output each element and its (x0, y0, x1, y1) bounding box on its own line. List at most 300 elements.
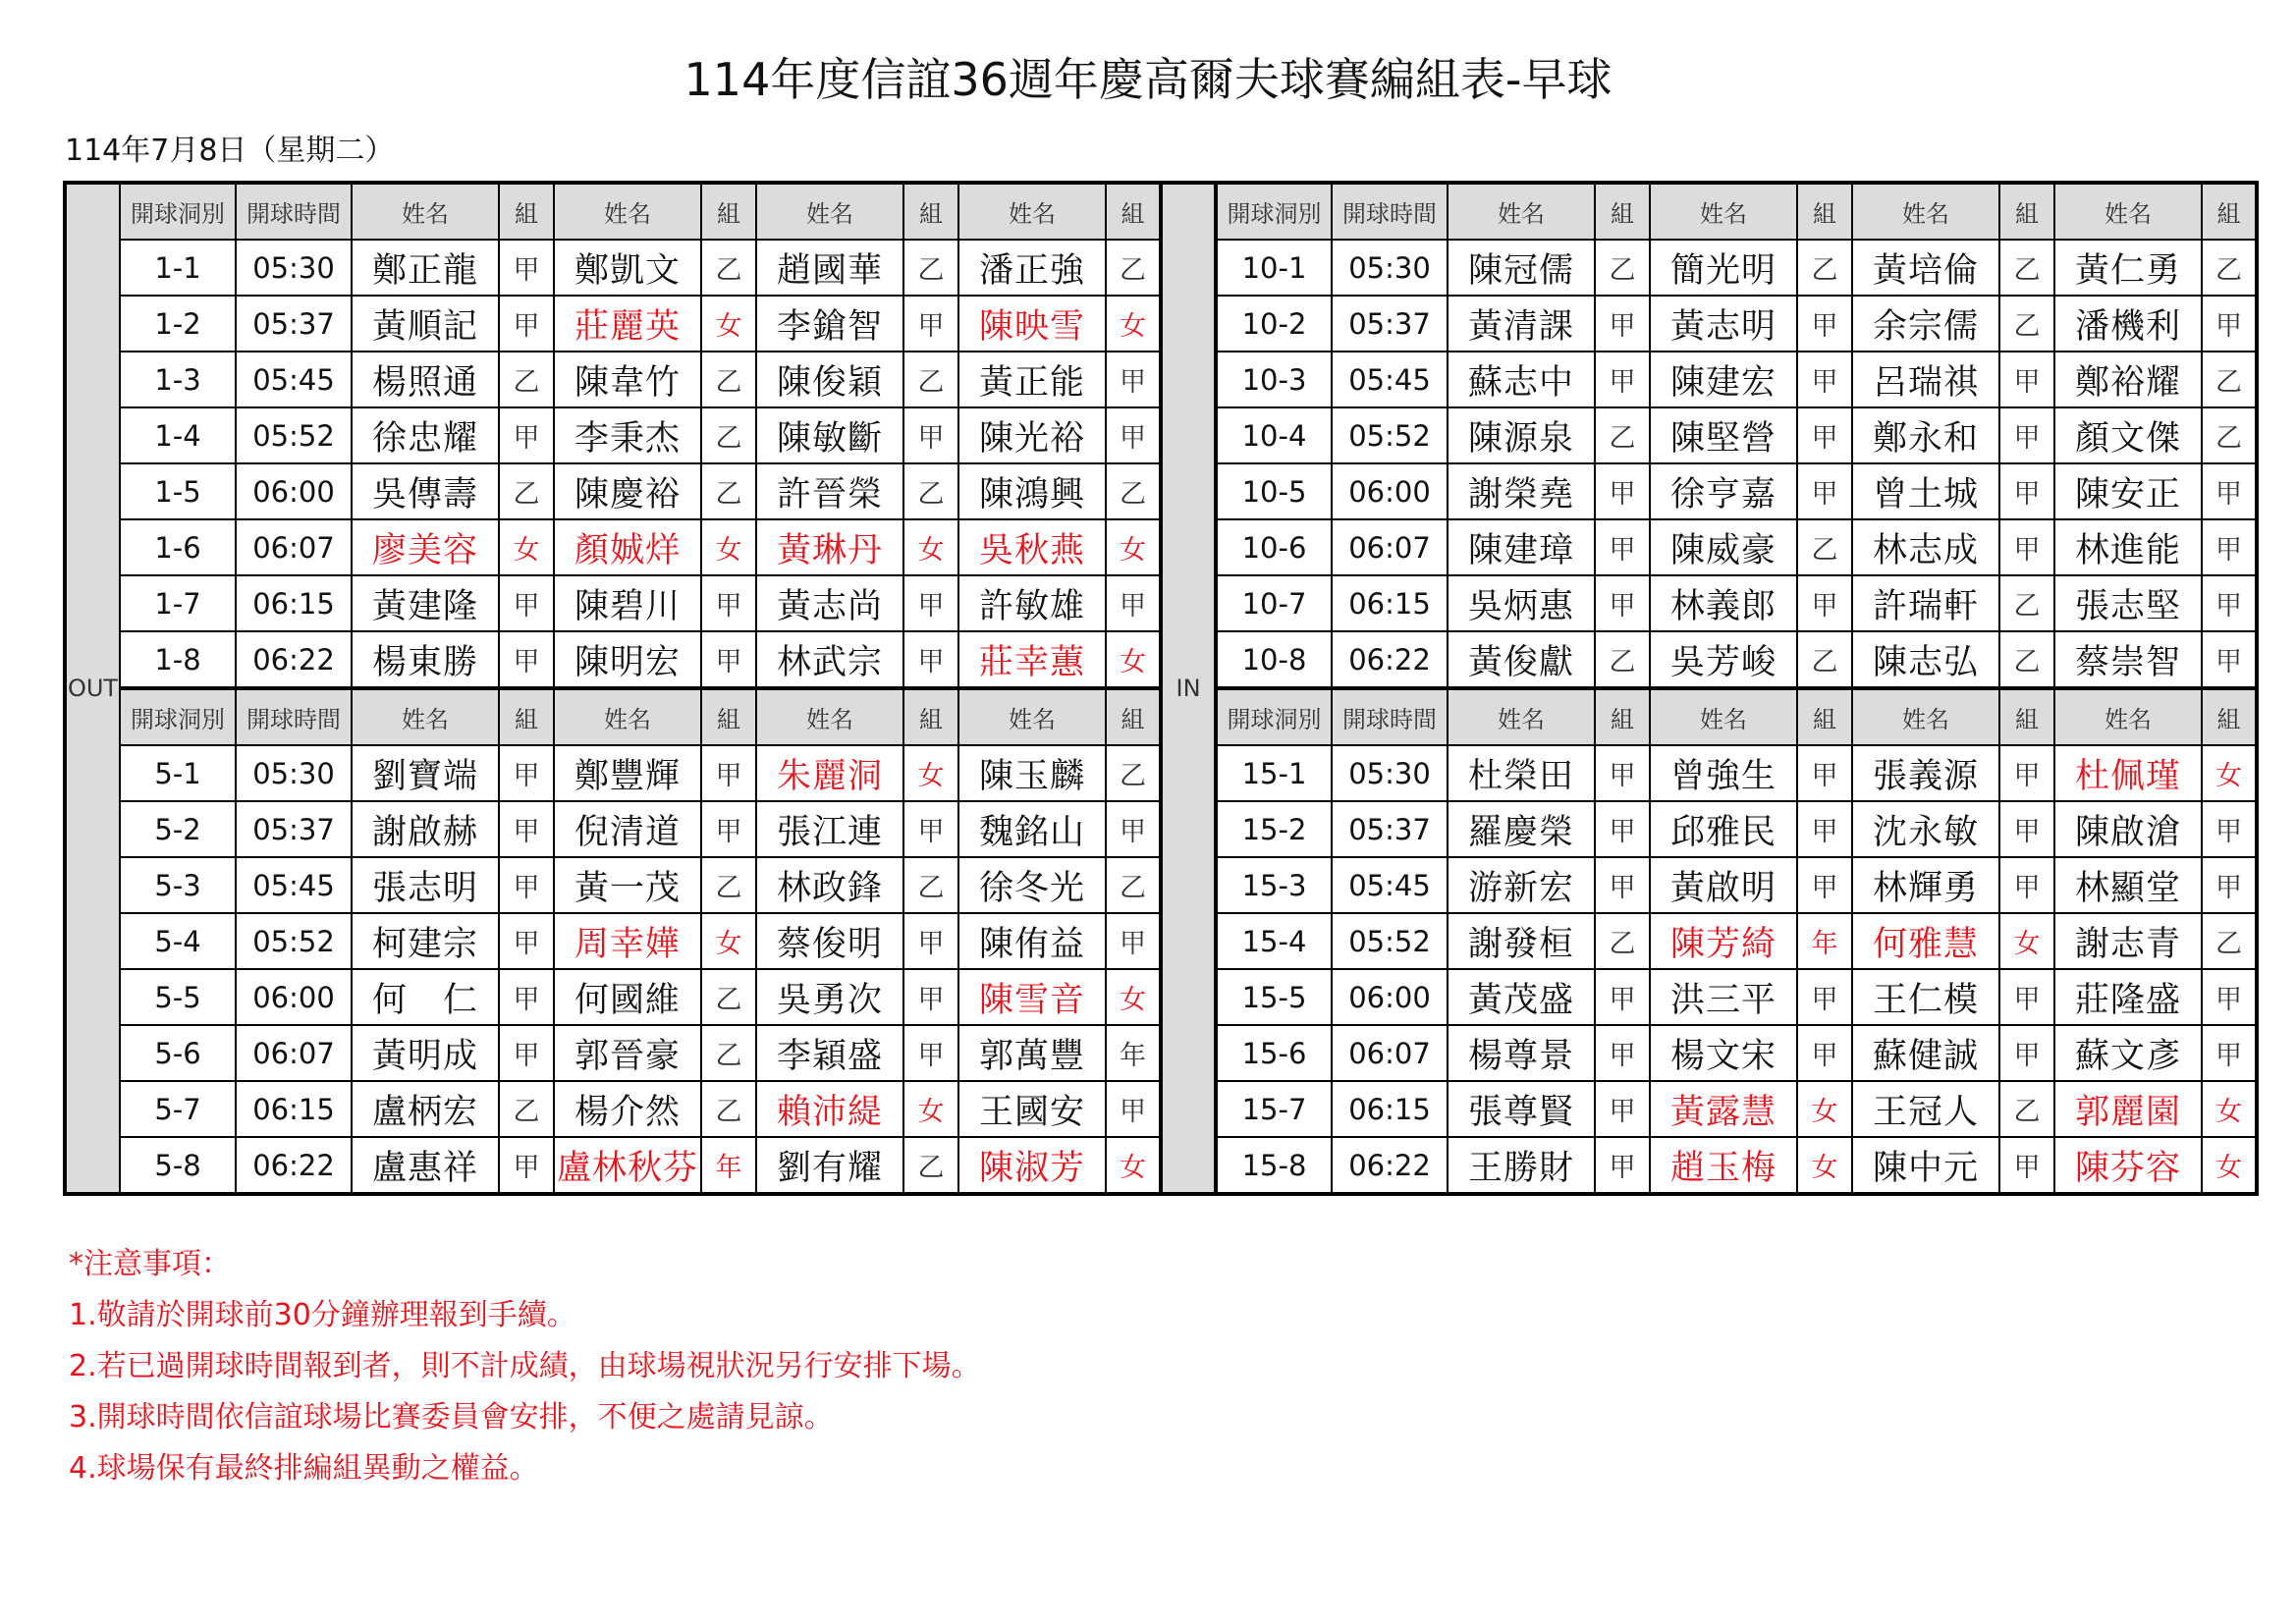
note-item: 1.敬請於開球前30分鐘辦理報到手續。 (69, 1298, 576, 1332)
player-group: 乙 (1106, 857, 1161, 913)
hole-cell: 10-4 (1216, 407, 1332, 463)
player-name: 鄭豐輝 (554, 745, 701, 801)
player-name: 王冠人 (1852, 1081, 1999, 1137)
player-group: 年 (1106, 1025, 1161, 1081)
player-group: 甲 (1595, 1137, 1650, 1194)
player-name: 莊隆盛 (2054, 969, 2202, 1025)
player-name: 蔡崇智 (2054, 631, 2202, 688)
player-name: 黃志尚 (756, 575, 903, 631)
player-name: 陳中元 (1852, 1137, 1999, 1194)
tee-time-cell: 06:00 (1332, 969, 1448, 1025)
header-hole: 開球洞別 (120, 688, 236, 745)
hole-cell: 1-4 (120, 407, 236, 463)
player-group: 乙 (499, 352, 554, 407)
player-group: 甲 (701, 745, 756, 801)
player-name: 陳玉麟 (958, 745, 1106, 801)
player-group: 女 (1797, 1081, 1852, 1137)
player-group: 乙 (2202, 240, 2257, 296)
hole-cell: 10-6 (1216, 519, 1332, 575)
header-name: 姓名 (958, 183, 1106, 240)
player-name: 何雅慧 (1852, 913, 1999, 969)
player-group: 女 (1797, 1137, 1852, 1194)
player-group: 甲 (1999, 801, 2054, 857)
player-group: 乙 (1595, 631, 1650, 688)
player-name: 杜佩瑾 (2054, 745, 2202, 801)
player-name: 黃建隆 (352, 575, 499, 631)
player-name: 廖美容 (352, 519, 499, 575)
hole-cell: 5-5 (120, 969, 236, 1025)
player-name: 楊文宋 (1650, 1025, 1797, 1081)
hole-cell: 10-3 (1216, 352, 1332, 407)
player-name: 林政鋒 (756, 857, 903, 913)
player-group: 甲 (499, 631, 554, 688)
notes-section (69, 1239, 981, 1494)
player-group: 甲 (701, 575, 756, 631)
header-name: 姓名 (1448, 183, 1595, 240)
note-item: 3.開球時間依信誼球場比賽委員會安排，不便之處請見諒。 (69, 1400, 834, 1435)
player-name: 黃明成 (352, 1025, 499, 1081)
tee-time-cell: 06:00 (1332, 463, 1448, 519)
player-group: 甲 (1999, 969, 2054, 1025)
player-name: 蘇健誠 (1852, 1025, 1999, 1081)
hole-cell: 15-5 (1216, 969, 1332, 1025)
player-group: 甲 (1595, 352, 1650, 407)
player-name: 顏文傑 (2054, 407, 2202, 463)
player-group: 甲 (1999, 463, 2054, 519)
in-label: IN (1161, 183, 1216, 1194)
header-group: 組 (1797, 688, 1852, 745)
player-group: 女 (1106, 969, 1161, 1025)
player-name: 吳勇次 (756, 969, 903, 1025)
player-name: 王勝財 (1448, 1137, 1595, 1194)
player-group: 女 (2202, 1081, 2257, 1137)
player-name: 陳慶裕 (554, 463, 701, 519)
tee-time-cell: 05:45 (1332, 857, 1448, 913)
player-group: 甲 (1595, 857, 1650, 913)
header-group: 組 (903, 183, 958, 240)
hole-cell: 15-6 (1216, 1025, 1332, 1081)
header-name: 姓名 (756, 183, 903, 240)
player-name: 黃琳丹 (756, 519, 903, 575)
player-name: 李穎盛 (756, 1025, 903, 1081)
player-name: 黃培倫 (1852, 240, 1999, 296)
player-name: 蔡俊明 (756, 913, 903, 969)
player-group: 甲 (2202, 463, 2257, 519)
player-group: 甲 (1797, 296, 1852, 352)
player-group: 女 (701, 296, 756, 352)
tee-time-cell: 05:45 (1332, 352, 1448, 407)
player-name: 張志明 (352, 857, 499, 913)
player-name: 陳俊穎 (756, 352, 903, 407)
player-name: 許瑞軒 (1852, 575, 1999, 631)
header-group: 組 (2202, 183, 2257, 240)
player-name: 魏銘山 (958, 801, 1106, 857)
player-group: 年 (701, 1137, 756, 1194)
player-group: 乙 (701, 969, 756, 1025)
header-group: 組 (1106, 183, 1161, 240)
header-name: 姓名 (2054, 688, 2202, 745)
player-group: 甲 (903, 913, 958, 969)
player-group: 甲 (1595, 463, 1650, 519)
player-name: 陳源泉 (1448, 407, 1595, 463)
player-name: 羅慶榮 (1448, 801, 1595, 857)
player-group: 甲 (903, 575, 958, 631)
note-item: 2.若已過開球時間報到者，則不計成績，由球場視狀況另行安排下場。 (69, 1349, 981, 1383)
player-name: 林進能 (2054, 519, 2202, 575)
player-group: 甲 (1999, 745, 2054, 801)
player-name: 黃茂盛 (1448, 969, 1595, 1025)
player-group: 乙 (903, 352, 958, 407)
player-group: 乙 (1999, 575, 2054, 631)
player-group: 乙 (499, 463, 554, 519)
player-name: 黃一茂 (554, 857, 701, 913)
player-name: 許晉榮 (756, 463, 903, 519)
tee-time-cell: 05:45 (236, 352, 352, 407)
player-name: 莊幸蕙 (958, 631, 1106, 688)
player-group: 甲 (499, 913, 554, 969)
player-name: 張義源 (1852, 745, 1999, 801)
player-name: 周幸嬅 (554, 913, 701, 969)
header-hole: 開球洞別 (1216, 688, 1332, 745)
tee-time-cell: 05:30 (236, 745, 352, 801)
player-name: 陳敏斷 (756, 407, 903, 463)
player-name: 楊照通 (352, 352, 499, 407)
player-group: 乙 (701, 407, 756, 463)
player-group: 甲 (2202, 519, 2257, 575)
hole-cell: 15-3 (1216, 857, 1332, 913)
player-group: 甲 (1797, 1025, 1852, 1081)
player-group: 乙 (1797, 519, 1852, 575)
tee-time-cell: 06:07 (236, 519, 352, 575)
player-group: 乙 (903, 463, 958, 519)
tee-time-cell: 06:22 (1332, 1137, 1448, 1194)
tee-time-cell: 05:30 (1332, 240, 1448, 296)
player-group: 甲 (2202, 631, 2257, 688)
player-name: 陳淑芳 (958, 1137, 1106, 1194)
header-name: 姓名 (1852, 183, 1999, 240)
player-name: 盧柄宏 (352, 1081, 499, 1137)
player-group: 乙 (701, 240, 756, 296)
player-group: 甲 (1999, 857, 2054, 913)
player-group: 甲 (1106, 575, 1161, 631)
player-group: 甲 (499, 240, 554, 296)
player-group: 女 (701, 913, 756, 969)
player-group: 乙 (701, 1025, 756, 1081)
player-group: 女 (701, 519, 756, 575)
player-group: 甲 (1999, 352, 2054, 407)
hole-cell: 10-2 (1216, 296, 1332, 352)
player-group: 乙 (701, 857, 756, 913)
tee-time-cell: 06:07 (1332, 519, 1448, 575)
player-group: 女 (1106, 296, 1161, 352)
player-group: 甲 (701, 801, 756, 857)
tee-time-cell: 06:00 (236, 463, 352, 519)
player-group: 乙 (903, 1137, 958, 1194)
player-group: 乙 (499, 1081, 554, 1137)
tee-time-cell: 05:37 (1332, 801, 1448, 857)
player-group: 甲 (1797, 407, 1852, 463)
player-group: 甲 (1797, 801, 1852, 857)
tee-time-cell: 06:07 (236, 1025, 352, 1081)
player-group: 甲 (1106, 913, 1161, 969)
header-time: 開球時間 (1332, 688, 1448, 745)
player-group: 乙 (903, 240, 958, 296)
player-group: 甲 (2202, 801, 2257, 857)
player-group: 甲 (903, 296, 958, 352)
player-group: 乙 (1595, 240, 1650, 296)
player-name: 謝志青 (2054, 913, 2202, 969)
header-group: 組 (903, 688, 958, 745)
header-group: 組 (499, 183, 554, 240)
header-group: 組 (499, 688, 554, 745)
player-name: 劉有耀 (756, 1137, 903, 1194)
player-group: 甲 (1595, 1081, 1650, 1137)
player-group: 乙 (1106, 463, 1161, 519)
player-name: 吳炳惠 (1448, 575, 1595, 631)
player-name: 陳建宏 (1650, 352, 1797, 407)
player-name: 趙國華 (756, 240, 903, 296)
player-name: 陳映雪 (958, 296, 1106, 352)
player-name: 顏娍烊 (554, 519, 701, 575)
tee-time-cell: 06:15 (1332, 575, 1448, 631)
player-name: 黃志明 (1650, 296, 1797, 352)
header-name: 姓名 (352, 688, 499, 745)
header-name: 姓名 (2054, 183, 2202, 240)
player-name: 鄭裕耀 (2054, 352, 2202, 407)
hole-cell: 1-7 (120, 575, 236, 631)
player-group: 甲 (499, 745, 554, 801)
player-name: 林顯堂 (2054, 857, 2202, 913)
tee-time-cell: 05:52 (236, 407, 352, 463)
hole-cell: 1-3 (120, 352, 236, 407)
header-group: 組 (1595, 688, 1650, 745)
header-name: 姓名 (1852, 688, 1999, 745)
tee-time-cell: 05:45 (236, 857, 352, 913)
player-name: 吳芳峻 (1650, 631, 1797, 688)
player-name: 呂瑞祺 (1852, 352, 1999, 407)
player-name: 余宗儒 (1852, 296, 1999, 352)
tee-time-cell: 06:22 (236, 1137, 352, 1194)
player-name: 朱麗洞 (756, 745, 903, 801)
player-name: 吳傳壽 (352, 463, 499, 519)
header-time: 開球時間 (236, 688, 352, 745)
player-name: 陳碧川 (554, 575, 701, 631)
player-group: 甲 (1106, 801, 1161, 857)
player-group: 甲 (1999, 519, 2054, 575)
player-name: 陳芬容 (2054, 1137, 2202, 1194)
player-name: 鄭正龍 (352, 240, 499, 296)
header-group: 組 (701, 183, 756, 240)
player-name: 林輝勇 (1852, 857, 1999, 913)
player-name: 劉寶端 (352, 745, 499, 801)
player-name: 李鎗智 (756, 296, 903, 352)
player-group: 甲 (1595, 519, 1650, 575)
hole-cell: 5-6 (120, 1025, 236, 1081)
player-group: 乙 (1999, 1081, 2054, 1137)
player-group: 乙 (701, 463, 756, 519)
hole-cell: 1-8 (120, 631, 236, 688)
hole-cell: 5-2 (120, 801, 236, 857)
player-group: 甲 (903, 969, 958, 1025)
player-group: 女 (903, 1081, 958, 1137)
player-name: 陳光裕 (958, 407, 1106, 463)
player-name: 何國維 (554, 969, 701, 1025)
header-name: 姓名 (1650, 183, 1797, 240)
player-group: 女 (2202, 1137, 2257, 1194)
player-name: 陳志弘 (1852, 631, 1999, 688)
hole-cell: 5-3 (120, 857, 236, 913)
player-name: 邱雅民 (1650, 801, 1797, 857)
header-group: 組 (2202, 688, 2257, 745)
player-name: 簡光明 (1650, 240, 1797, 296)
player-name: 陳冠儒 (1448, 240, 1595, 296)
player-name: 黃啟明 (1650, 857, 1797, 913)
player-name: 徐冬光 (958, 857, 1106, 913)
player-group: 甲 (499, 969, 554, 1025)
player-group: 甲 (499, 1137, 554, 1194)
player-group: 甲 (903, 801, 958, 857)
player-name: 陳明宏 (554, 631, 701, 688)
hole-cell: 5-7 (120, 1081, 236, 1137)
player-name: 黃清課 (1448, 296, 1595, 352)
hole-cell: 5-4 (120, 913, 236, 969)
player-name: 莊麗英 (554, 296, 701, 352)
player-name: 張志堅 (2054, 575, 2202, 631)
player-group: 乙 (1106, 240, 1161, 296)
header-group: 組 (1595, 183, 1650, 240)
player-group: 甲 (1595, 1025, 1650, 1081)
player-group: 甲 (1999, 407, 2054, 463)
tee-time-cell: 06:00 (236, 969, 352, 1025)
player-name: 吳秋燕 (958, 519, 1106, 575)
player-group: 乙 (1999, 240, 2054, 296)
player-name: 陳韋竹 (554, 352, 701, 407)
player-group: 乙 (1797, 240, 1852, 296)
player-name: 柯建宗 (352, 913, 499, 969)
player-name: 潘機利 (2054, 296, 2202, 352)
player-name: 趙玉梅 (1650, 1137, 1797, 1194)
tee-time-cell: 06:07 (1332, 1025, 1448, 1081)
player-group: 甲 (1797, 352, 1852, 407)
header-group: 組 (1999, 688, 2054, 745)
tee-time-cell: 05:52 (1332, 407, 1448, 463)
player-name: 林志成 (1852, 519, 1999, 575)
player-group: 甲 (499, 1025, 554, 1081)
note-item: 4.球場保有最終排編組異動之權益。 (69, 1451, 539, 1486)
player-name: 謝啟赫 (352, 801, 499, 857)
player-group: 甲 (499, 857, 554, 913)
hole-cell: 15-8 (1216, 1137, 1332, 1194)
player-group: 乙 (1595, 407, 1650, 463)
player-name: 郭萬豐 (958, 1025, 1106, 1081)
tee-time-cell: 06:22 (1332, 631, 1448, 688)
player-group: 乙 (2202, 352, 2257, 407)
player-name: 曾土城 (1852, 463, 1999, 519)
player-group: 甲 (1106, 407, 1161, 463)
player-name: 林義郎 (1650, 575, 1797, 631)
player-name: 陳鴻興 (958, 463, 1106, 519)
page-title: 114年度信誼36週年慶高爾夫球賽編組表-早球 (683, 53, 1613, 106)
player-name: 游新宏 (1448, 857, 1595, 913)
hole-cell: 15-7 (1216, 1081, 1332, 1137)
player-group: 甲 (1999, 1137, 2054, 1194)
hole-cell: 5-1 (120, 745, 236, 801)
player-group: 甲 (1595, 801, 1650, 857)
player-name: 謝發桓 (1448, 913, 1595, 969)
player-group: 甲 (2202, 857, 2257, 913)
player-group: 甲 (1595, 575, 1650, 631)
player-name: 黃仁勇 (2054, 240, 2202, 296)
player-name: 楊尊景 (1448, 1025, 1595, 1081)
player-group: 乙 (2202, 407, 2257, 463)
player-name: 陳威豪 (1650, 519, 1797, 575)
player-group: 甲 (1999, 1025, 2054, 1081)
player-group: 甲 (1797, 575, 1852, 631)
header-time: 開球時間 (1332, 183, 1448, 240)
tee-time-cell: 06:15 (1332, 1081, 1448, 1137)
header-group: 組 (701, 688, 756, 745)
header-name: 姓名 (554, 688, 701, 745)
header-name: 姓名 (958, 688, 1106, 745)
header-group: 組 (1797, 183, 1852, 240)
header-name: 姓名 (1650, 688, 1797, 745)
player-group: 乙 (1106, 745, 1161, 801)
player-group: 甲 (701, 631, 756, 688)
player-name: 徐亨嘉 (1650, 463, 1797, 519)
player-name: 楊東勝 (352, 631, 499, 688)
player-group: 女 (903, 519, 958, 575)
player-name: 盧惠祥 (352, 1137, 499, 1194)
hole-cell: 1-5 (120, 463, 236, 519)
player-name: 王國安 (958, 1081, 1106, 1137)
player-group: 乙 (2202, 913, 2257, 969)
schedule-table (63, 181, 2259, 1196)
player-group: 甲 (1797, 857, 1852, 913)
player-name: 陳建璋 (1448, 519, 1595, 575)
player-name: 賴沛緹 (756, 1081, 903, 1137)
player-name: 王仁模 (1852, 969, 1999, 1025)
header-group: 組 (1999, 183, 2054, 240)
tee-time-cell: 06:15 (236, 1081, 352, 1137)
player-name: 盧林秋芬 (554, 1137, 701, 1194)
hole-cell: 1-2 (120, 296, 236, 352)
player-group: 甲 (1797, 745, 1852, 801)
player-name: 潘正強 (958, 240, 1106, 296)
tee-time-cell: 05:30 (236, 240, 352, 296)
hole-cell: 10-8 (1216, 631, 1332, 688)
player-group: 甲 (1797, 463, 1852, 519)
player-group: 女 (903, 745, 958, 801)
player-name: 陳雪音 (958, 969, 1106, 1025)
player-group: 乙 (1999, 631, 2054, 688)
player-group: 甲 (903, 407, 958, 463)
out-label: OUT (65, 183, 120, 1194)
player-group: 女 (1999, 913, 2054, 969)
player-group: 甲 (499, 296, 554, 352)
header-time: 開球時間 (236, 183, 352, 240)
player-group: 甲 (1797, 969, 1852, 1025)
tee-time-cell: 06:22 (236, 631, 352, 688)
player-name: 郭晉豪 (554, 1025, 701, 1081)
hole-cell: 10-1 (1216, 240, 1332, 296)
player-group: 女 (1106, 1137, 1161, 1194)
player-group: 甲 (499, 407, 554, 463)
hole-cell: 1-6 (120, 519, 236, 575)
player-name: 張尊賢 (1448, 1081, 1595, 1137)
tee-time-cell: 05:37 (236, 801, 352, 857)
player-group: 乙 (903, 857, 958, 913)
player-group: 甲 (2202, 575, 2257, 631)
